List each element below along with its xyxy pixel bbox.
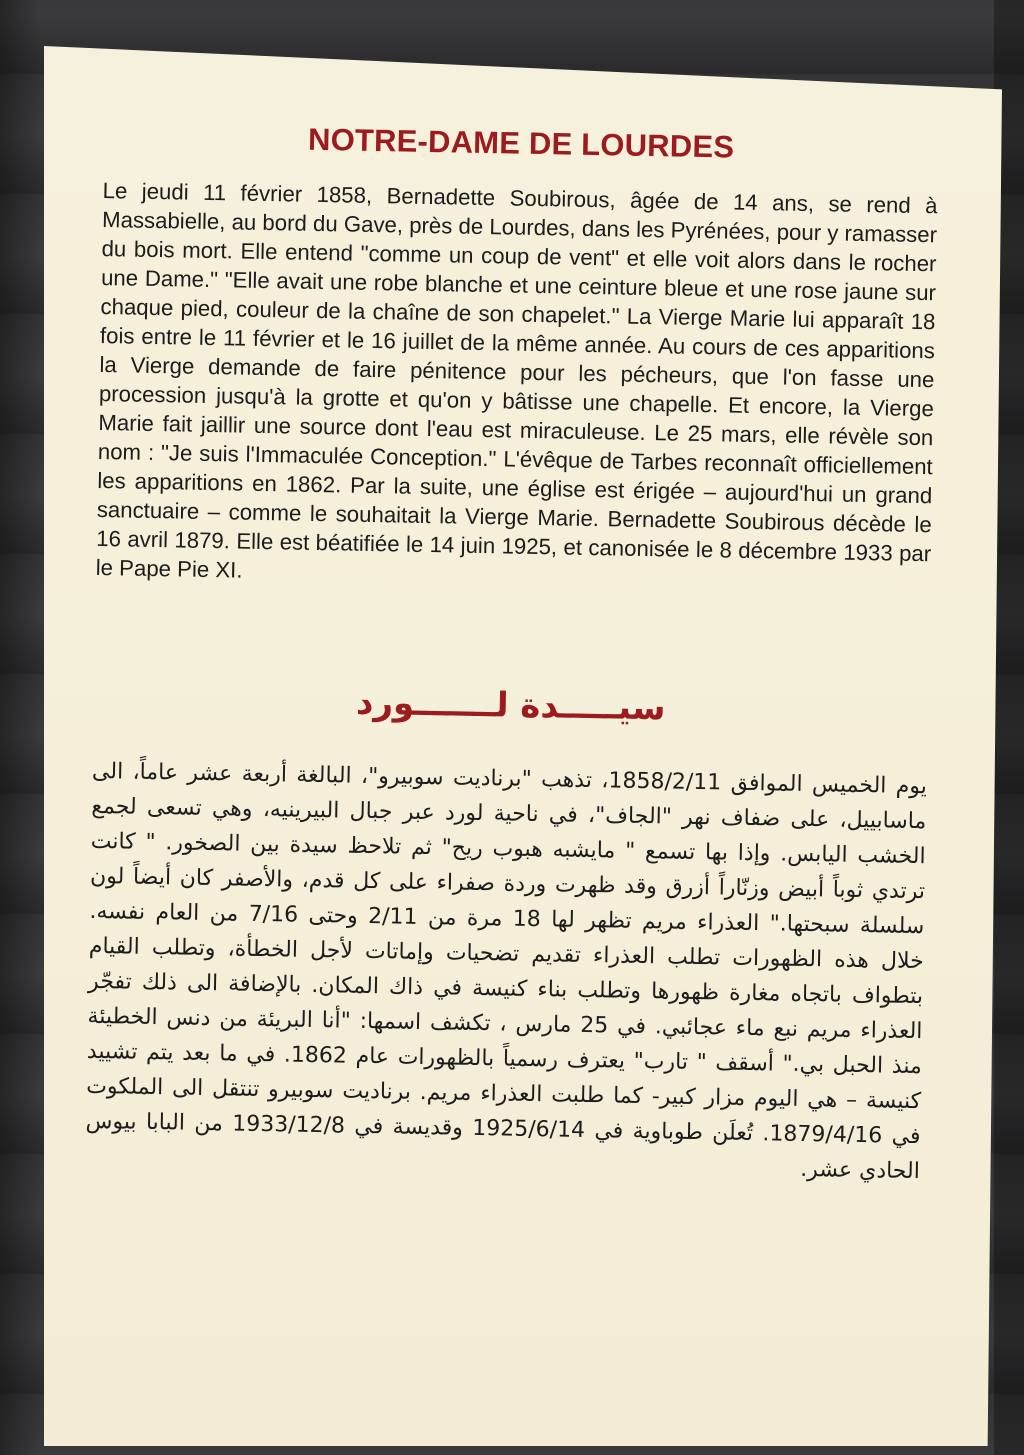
- french-body-text: Le jeudi 11 février 1858, Bernadette Soubirous, âgée de 14 ans, se rend à Massabielle, au bord du Gave, près de Lourdes, dans les Pyrénées, pour y ramasser du bois mort. Elle entend "comme un coup de vent" et elle voit alors dans le rocher une Dame." "Elle avait une robe blanche et une ceinture bleue et une rose jaune sur chaque pied, couleur de la chaîne de son chapelet." La Vierge Marie lui apparaît 18 fois entre le 11 février et le 16 juillet de la même année. Au cours de ces apparitions la Vierge demande de faire pénitence pour les pécheurs, que l'on fasse une procession jusqu'à la grotte et qu'on y bâtisse une chapelle. Et encore, la Vierge Marie fait jaillir une source dont l'eau est miraculeuse. Le 25 mars, elle révèle son nom : "Je suis l'Immaculée Conception." L'évêque de Tarbes reconnaît officiellement les apparitions en 1862. Par la suite, une église est érigée – aujourd'hui un grand sanctuaire – comme le souhaitait la Vierge Marie. Bernadette Soubirous décède le 16 avril 1879. Elle est béatifiée le 14 juin 1925, et canonisée le 8 décembre 1933 par le Pape Pie XI.: [95, 177, 938, 583]
- panel-content: [85, 118, 939, 1189]
- arabic-body-text: يوم الخميس الموافق 1858/2/11، تذهب "برناديت سوبيرو"، البالغة أربعة عشر عاماً، الى ماسابييل، على ضفاف نهر "الجاف"، في ناحية لورد عبر جبال البيرينيه، وهي تسعى لجمع الخشب اليابس. وإذا بها تسمع " مايشبه هبوب ريح" ثم تلاحظ سيدة بين الصخور. " كانت ترتدي ثوباً أبيض وزنّاراً أزرق وقد ظهرت وردة صفراء على كل قدم، والأصفر كان أيضاً لون سلسلة سبحتها." العذراء مريم تظهر لها 18 مرة من 2/11 وحتى 7/16 من العام نفسه. خلال هذه الظهورات تطلب العذراء تقديم تضحيات وإماتات لأجل الخطأة، وتطلب القيام بتطواف باتجاه مغارة ظهورها وتطلب بناء كنيسة في ذاك المكان. بالإضافة الى ذلك تفجّر العذراء مريم نبع ماء عجائبي. في 25 مارس ، تكشف اسمها: "أنا البريئة من دنس الخطيئة منذ الحبل بي." أسقف " تارب" يعترف رسمياً بالظهورات عام 1862. في ما بعد يتم تشييد كنيسة – هي اليوم مزار كبير- كما طلبت العذراء مريم. برناديت سوبيرو تنتقل الى الملكوت في 1879/4/16. تُعلَن طوباوية في 1925/6/14 وقديسة في 1933/12/8 من البابا بيوس الحادي عشر.: [85, 758, 928, 1185]
- arabic-title: سيـــــدة لـــــــورد: [355, 682, 666, 729]
- french-title: NOTRE-DAME DE LOURDES: [307, 121, 735, 165]
